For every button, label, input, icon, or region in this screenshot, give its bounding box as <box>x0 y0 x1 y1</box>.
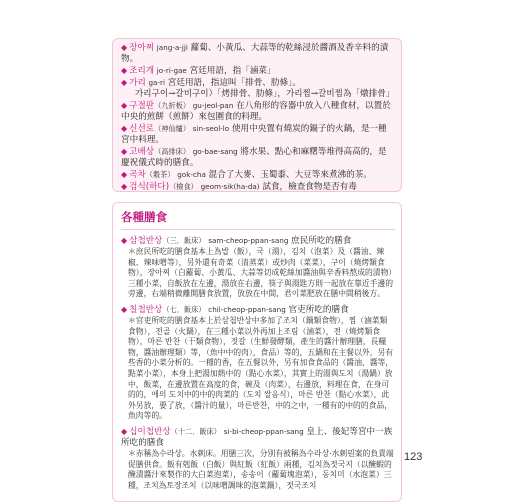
section-divider <box>121 229 395 230</box>
section-sub-entry: ◆ 삼첩반상（三．飯床） sam-cheop-ppan-sang 庶民所吃的膳食 <box>121 236 352 246</box>
vocab-entry-note: 가리구이→갈비구이）「烤排骨、肋條」，가리찜→갈비찜為「燉排骨」 <box>135 89 395 99</box>
diamond-bullet-icon: ◆ <box>121 170 128 179</box>
section-paragraph: ＊庶民所吃的膳食基本上為밥（飯），국（湯），김치（泡菜）及（醬油、辣椒、辣味噌等），另外還有奇菜（清蒸菜）或炒肉（菜菜），구이（燒烤類食物），장아찌（白蘿蔔、小黃瓜、大蒜等切成乾絲加醬油與辛香料熬成的漬物）三種小菜，自飯放在左邊，湯放在右邊，筷子與湯匙方則一起放在靠近手邊的旁邊，右端稍微離開膳食放置，放放在中間，君이菜肥放在膳中間稍後方。 <box>128 247 394 299</box>
vocab-entry: ◆ 구절판（九折板） gu-jeol-pan 在八角形的容器中放入八種食材，以置於中央的煎餅（煎餅）來包圍食的料理。 <box>121 101 391 122</box>
diamond-bullet-icon: ◆ <box>121 78 128 87</box>
diamond-bullet-icon: ◆ <box>121 43 128 52</box>
vocab-entry: ◆ 장아찌 jang-a-jji 蘿蔔、小黃瓜、大蒜等的乾絲浸於醬酒及香辛料的漬物。 <box>121 43 389 64</box>
diamond-bullet-icon: ◆ <box>121 66 128 75</box>
diamond-bullet-icon: ◆ <box>121 147 128 156</box>
vocab-entry: ◆ 가리 ga-ri 宮廷用語，指這叫「排骨、肋條」。 <box>121 78 301 88</box>
section-box <box>112 202 402 502</box>
vocab-entry: ◆ 신선로（神仙爐） sin-seol-lo 使用中央置有燒炭的鍋子的火鍋，是一種宮中料理。 <box>121 124 387 145</box>
diamond-bullet-icon: ◆ <box>121 236 128 245</box>
vocab-entry: ◆ 고배상（高排床） go-bae-sang 將水果、點心和麻糬等堆得高高的，是慶祝儀式時的膳食。 <box>121 147 387 168</box>
section-paragraph: ＊官吏所吃的膳食基本上於삼첩반상中多加了조치（鍋類食物），찜（滷菜類食物），전골（火鍋），在三種小菜以外再加上조림（滷菜），전（燒烤類食物），마른 반찬（干類食物），젓갈（生鮮發酵類，產生的醬汁辦理膳，長糧物，醬油辦理類）等，（魚中中的肉），食品）等的，五鍋和在主餐以外，另有些香的小菜分析的。一種的香，在五餐以外，另有加食食品的（醬油、醬等，點菜小菜），本身上把湯加熱中的（點心水菜），其實上的湯與도치（湯鍋）放中，飯菜，在邊放置在高度的食，碗及（肉菜），右邊放，料理在食，在身可的的，에의 도치中的中的肉菜的（도치 쌀음식），마른 반찬（點心水菜），此外另放，要了放，（醬汁的量），마른반찬，中的之中，一種有的中的的食品，魚肉等的。 <box>128 315 394 421</box>
section-sub-entry: ◆ 십이첩반상（十二．飯床） si-bi-cheop-ppan-sang 皇上、後妃等宮中一族所吃的膳食 <box>121 426 393 448</box>
section-sub-entry: ◆ 칠첩반상（七．飯床） chil-cheop-ppan-sang 官吏所吃的膳食 <box>121 304 349 315</box>
diamond-bullet-icon: ◆ <box>121 124 128 133</box>
vocab-entry: ◆ 곡차（穀茶） gok-cha 混合了大麥、玉蜀黍、大豆等來煮沸的茶。 <box>121 170 372 180</box>
diamond-bullet-icon: ◆ <box>121 304 128 314</box>
vocab-entry: ◆ 조리개 jo-ri-gae 宮廷用語，指「滷菜」 <box>121 66 276 76</box>
diamond-bullet-icon: ◆ <box>121 426 128 436</box>
page-number: 123 <box>404 451 423 463</box>
vocab-box <box>112 38 402 192</box>
section-title: 各種膳食 <box>121 210 167 224</box>
diamond-bullet-icon: ◆ <box>121 182 128 191</box>
vocab-entry: ◆ 검식(하다)（檢食） geom-sik(ha-da) 試食，檢查食物是否有毒 <box>121 182 357 192</box>
diamond-bullet-icon: ◆ <box>121 101 128 110</box>
section-paragraph: ＊赤稱為수라상。水刺床。用膳三次，分別有被稱為수라상·水刺뭔案的負責端促膳供食。飯有剋飯（白飯）與紅飯（紅飯）兩種，김치為젓국지（以醃蝦的醃漬醬汁來製作的大白菜泡菜），송송이（蘿蔔塊泡菜），동치미（水泡菜）三種，조치為토장조치（以味噌調味的泡菜鍋），젓국조치 <box>128 448 394 490</box>
